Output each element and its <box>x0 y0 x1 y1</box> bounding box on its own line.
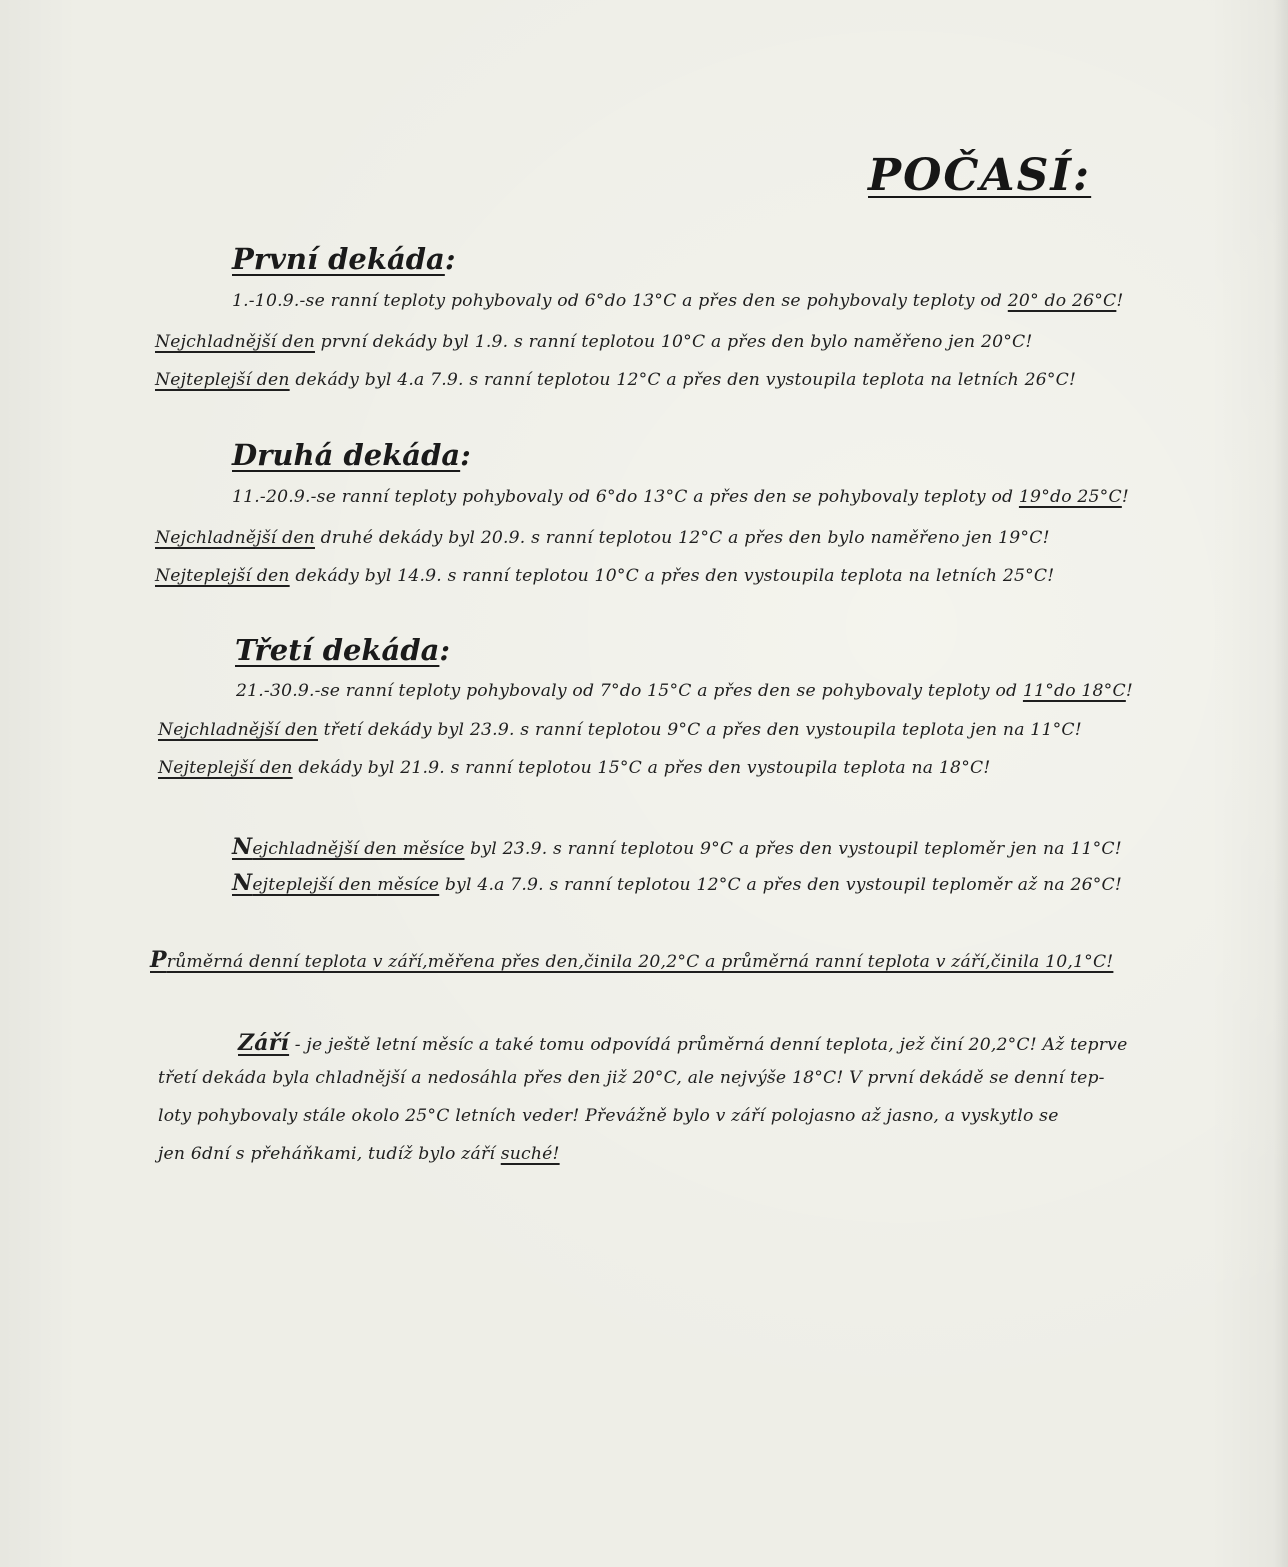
coldest-line-3 <box>158 720 1082 740</box>
range-text: 21.-30.9.-se ranní teploty pohybovaly od 7°do 15°C a přes den se pohybovaly teploty od <box>236 681 1023 701</box>
section-heading-1 <box>232 242 456 276</box>
summary-label: Září <box>238 1030 290 1056</box>
range-line-2 <box>232 487 1129 507</box>
section-heading-text: Druhá dekáda <box>232 438 461 472</box>
warmest-label: Nejteplejší den <box>158 758 293 778</box>
section-heading-colon: : <box>444 242 456 276</box>
range-text: 11.-20.9.-se ranní teploty pohybovaly od 6°do 13°C a přes den se pohybovaly teploty od <box>232 487 1019 507</box>
page-title: POČASÍ: <box>868 150 1092 201</box>
section-heading-3 <box>235 633 450 667</box>
page-edge-shadow <box>1274 0 1288 1567</box>
coldest-text: druhé dekády byl 20.9. s ranní teplotou 12°C a přes den bylo naměřeno jen 19°C! <box>314 528 1050 548</box>
summary-text-3: loty pohybovaly stále okolo 25°C letních veder! Převážně bylo v září polojasno až jasno, a vyskytlo se <box>158 1106 1059 1126</box>
section-heading-colon: : <box>439 633 451 667</box>
warmest-label: Nejteplejší den <box>155 370 290 390</box>
warmest-text: dekády byl 4.a 7.9. s ranní teplotou 12°C a přes den vystoupila teplota na letních 26°C! <box>289 370 1077 390</box>
month-warmest-label-underlined: měsíce <box>377 875 440 895</box>
summary-text-4: jen 6dní s přeháňkami, tudíž bylo září <box>158 1144 501 1164</box>
coldest-text: první dekády byl 1.9. s ranní teplotou 10°C a přes den bylo naměřeno jen 20°C! <box>314 332 1033 352</box>
month-warmest-text: byl 4.a 7.9. s ranní teplotou 12°C a přes den vystoupil teploměr až na 26°C! <box>439 875 1122 895</box>
average-line <box>150 947 1113 973</box>
coldest-line-2 <box>155 528 1050 548</box>
range-end: ! <box>1116 291 1124 311</box>
summary-text-1: je ještě letní měsíc a také tomu odpovídá průměrná denní teplota, jež činí 20,2°C! Až teprve <box>306 1035 1128 1055</box>
range-end: ! <box>1125 681 1133 701</box>
warmest-text: dekády byl 14.9. s ranní teplotou 10°C a přes den vystoupila teplota na letních 25°C! <box>289 566 1055 586</box>
range-end: ! <box>1121 487 1129 507</box>
month-warmest-line <box>232 870 1122 896</box>
month-coldest-line <box>232 834 1122 860</box>
average-text: růměrná denní teplota v září,měřena přes den,činila 20,2°C a průměrná ranní teplota v září,činila 10,1°C! <box>166 952 1114 972</box>
coldest-label: Nejchladnější den <box>155 528 315 548</box>
month-coldest-label: ejchladnější den <box>252 839 403 859</box>
range-underlined: 11°do 18°C <box>1022 681 1126 701</box>
average-initial: P <box>150 947 167 973</box>
summary-dash: - <box>289 1035 307 1055</box>
coldest-text: třetí dekády byl 23.9. s ranní teplotou 9°C a přes den vystoupila teplota jen na 11°C! <box>317 720 1082 740</box>
coldest-label: Nejchladnější den <box>158 720 318 740</box>
summary-text-2: třetí dekáda byla chladnější a nedosáhla přes den již 20°C, ale nejvýše 18°C! V první dekádě se denní tep- <box>158 1068 1105 1088</box>
warmest-text: dekády byl 21.9. s ranní teplotou 15°C a přes den vystoupila teplota na 18°C! <box>292 758 991 778</box>
section-heading-text: Třetí dekáda <box>235 633 440 667</box>
warmest-line-3 <box>158 758 990 778</box>
section-heading-text: První dekáda <box>232 242 445 276</box>
summary-line-1 <box>238 1030 1127 1056</box>
warmest-line-1 <box>155 370 1076 390</box>
coldest-label: Nejchladnější den <box>155 332 315 352</box>
coldest-line-1 <box>155 332 1033 352</box>
month-warmest-initial: N <box>232 870 253 896</box>
range-underlined: 20° do 26°C <box>1007 291 1117 311</box>
summary-line-3 <box>158 1106 1059 1126</box>
range-line-3 <box>236 681 1133 701</box>
month-coldest-text: byl 23.9. s ranní teplotou 9°C a přes den vystoupil teploměr jen na 11°C! <box>464 839 1122 859</box>
summary-underlined: suché! <box>500 1144 560 1164</box>
summary-line-4 <box>158 1144 560 1164</box>
month-coldest-initial: N <box>232 834 253 860</box>
month-warmest-label: ejteplejší den <box>252 875 378 895</box>
section-heading-2 <box>232 438 471 472</box>
summary-line-2 <box>158 1068 1105 1088</box>
month-coldest-label-underlined: měsíce <box>402 839 465 859</box>
warmest-line-2 <box>155 566 1054 586</box>
section-heading-colon: : <box>460 438 471 472</box>
range-underlined: 19°do 25°C <box>1018 487 1122 507</box>
range-text: 1.-10.9.-se ranní teploty pohybovaly od 6°do 13°C a přes den se pohybovaly teploty od <box>232 291 1008 311</box>
warmest-label: Nejteplejší den <box>155 566 290 586</box>
range-line-1 <box>232 291 1123 311</box>
